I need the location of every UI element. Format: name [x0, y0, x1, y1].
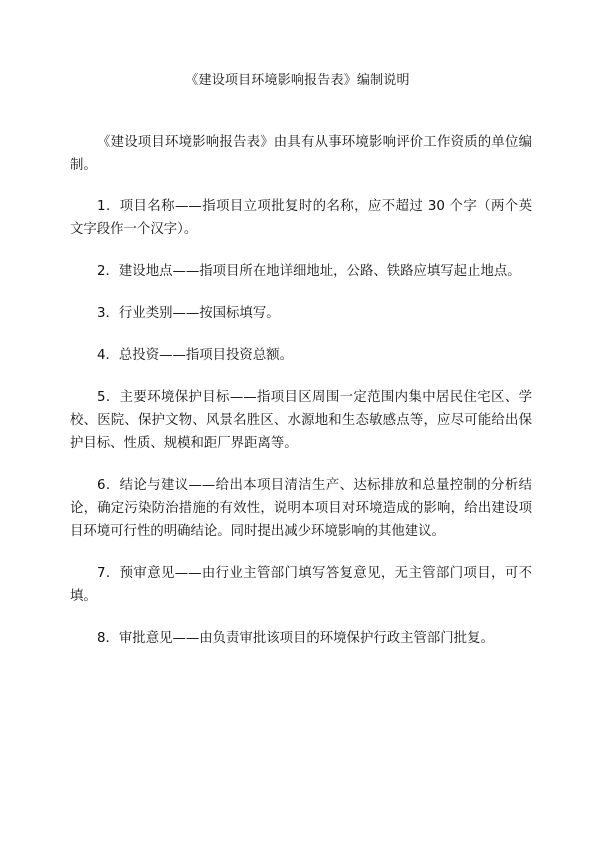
document-body: [70, 131, 532, 669]
item-8-approval: 8．审批意见——由负责审批该项目的环境保护行政主管部门批复。: [97, 631, 494, 646]
item-5-protection-targets: 5．主要环境保护目标——指项目区周围一定范围内集中居民住宅区、学校、医院、保护文物、风景名胜区、水源地和生态敏感点等，应尽可能给出保护目标、性质、规模和距厂界距离等。: [70, 390, 532, 451]
item-4-total-investment: 4．总投资——指项目投资总额。: [97, 348, 293, 363]
item-7-preliminary-review: 7．预审意见——由行业主管部门填写答复意见，无主管部门项目，可不填。: [70, 566, 532, 604]
item-3-industry-category: 3．行业类别——按国标填写。: [97, 306, 280, 321]
intro-paragraph: 《建设项目环境影响报告表》由具有从事环境影响评价工作资质的单位编制。: [70, 135, 532, 173]
document-title: 《建设项目环境影响报告表》编制说明: [185, 73, 410, 88]
item-1-project-name: 1．项目名称——指项目立项批复时的名称，应不超过 30 个字（两个英文字段作一个汉字）。: [70, 199, 532, 237]
item-2-location: 2．建设地点——指项目所在地详细地址，公路、铁路应填写起止地点。: [97, 264, 521, 279]
item-6-conclusions: 6．结论与建议——给出本项目清洁生产、达标排放和总量控制的分析结论，确定污染防治措施的有效性，说明本项目对环境造成的影响，给出建设项目环境可行性的明确结论。同时提出减少环境影响的其他建议。: [70, 478, 532, 539]
